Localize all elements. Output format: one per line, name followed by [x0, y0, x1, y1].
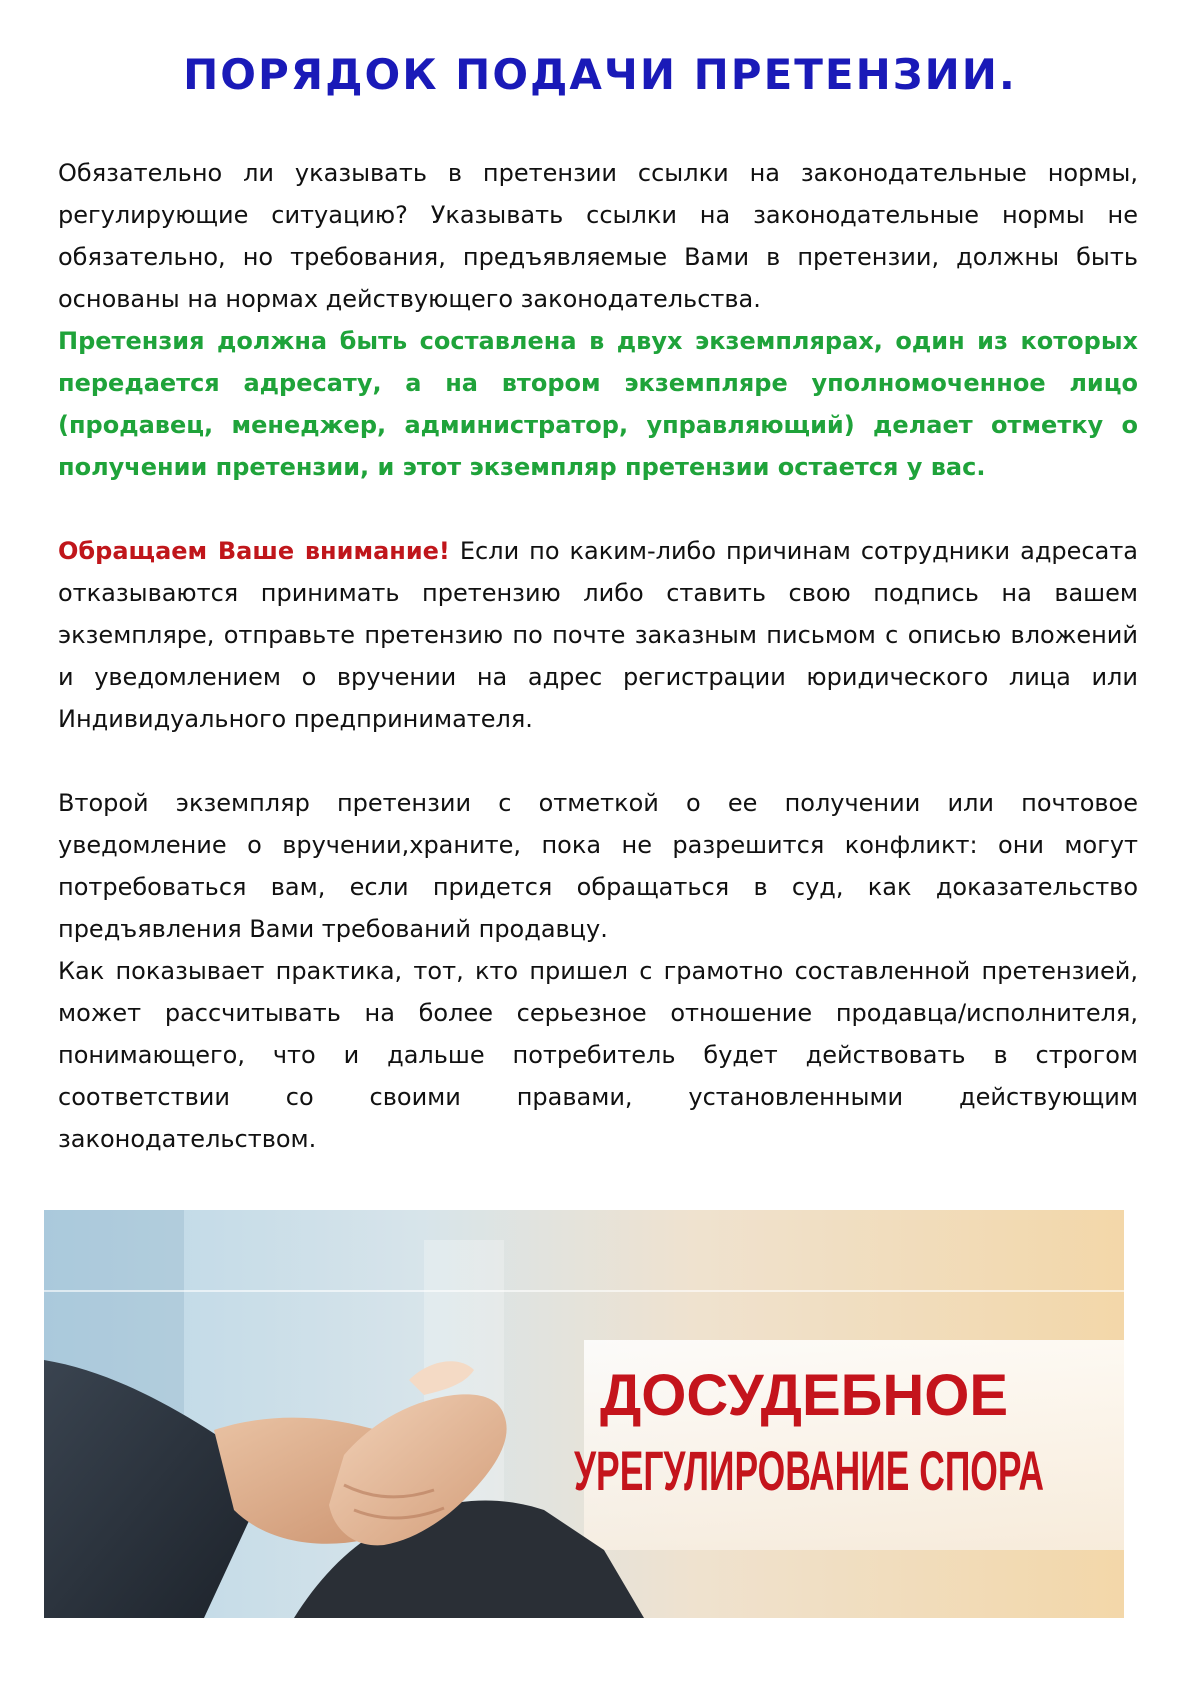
- banner-line-2: УРЕГУЛИРОВАНИЕ СПОРА: [574, 1439, 1044, 1502]
- paragraph-notice: [58, 530, 1138, 740]
- page-title: ПОРЯДОК ПОДАЧИ ПРЕТЕНЗИИ.: [183, 50, 1017, 99]
- background-line: [44, 1290, 1124, 1292]
- banner-illustration: [44, 1210, 1124, 1618]
- spacer: [58, 740, 1138, 782]
- pretrial-settlement-banner: [44, 1210, 1124, 1618]
- spacer: [58, 488, 1138, 530]
- notice-label: Обращаем Ваше внимание!: [58, 537, 450, 565]
- banner-line-1: ДОСУДЕБНОЕ: [599, 1363, 1009, 1428]
- paragraph-legal-references: Обязательно ли указывать в претензии ссылки на законодательные нормы, регулирующие ситуацию? Указывать ссылки на законодательные нормы не обязательно, но требования, предъявляемые Вами в претензии, должны быть основаны на нормах действующего законодательства.: [58, 159, 1138, 313]
- paragraph-second-copy: Второй экземпляр претензии с отметкой о ее получении или почтовое уведомление о вручении,храните, пока не разрешится конфликт: они могут потребоваться вам, если придется обращаться в суд, как доказательство предъявления Вами требований продавцу.: [58, 789, 1138, 943]
- notice-text: Если по каким-либо причинам сотрудники адресата отказываются принимать претензию либо ставить свою подпись на вашем экземпляре, отправьте претензию по почте заказным письмом с описью вложений и уведомлением о вручении на адрес регистрации юридического лица или Индивидуального предпринимателя.: [58, 537, 1139, 733]
- document-body: [58, 152, 1138, 1160]
- paragraph-practice: Как показывает практика, тот, кто пришел с грамотно составленной претензией, может рассчитывать на более серьезное отношение продавца/исполнителя, понимающего, что и дальше потребитель будет действовать в строгом соответствии со своими правами, установленными действующим законодательством.: [58, 957, 1138, 1153]
- paragraph-two-copies: Претензия должна быть составлена в двух экземплярах, один из которых передается адресату, а на втором экземпляре уполномоченное лицо (продавец, менеджер, администратор, управляющий) делает отметку о получении претензии, и этот экземпляр претензии остается у вас.: [58, 327, 1138, 481]
